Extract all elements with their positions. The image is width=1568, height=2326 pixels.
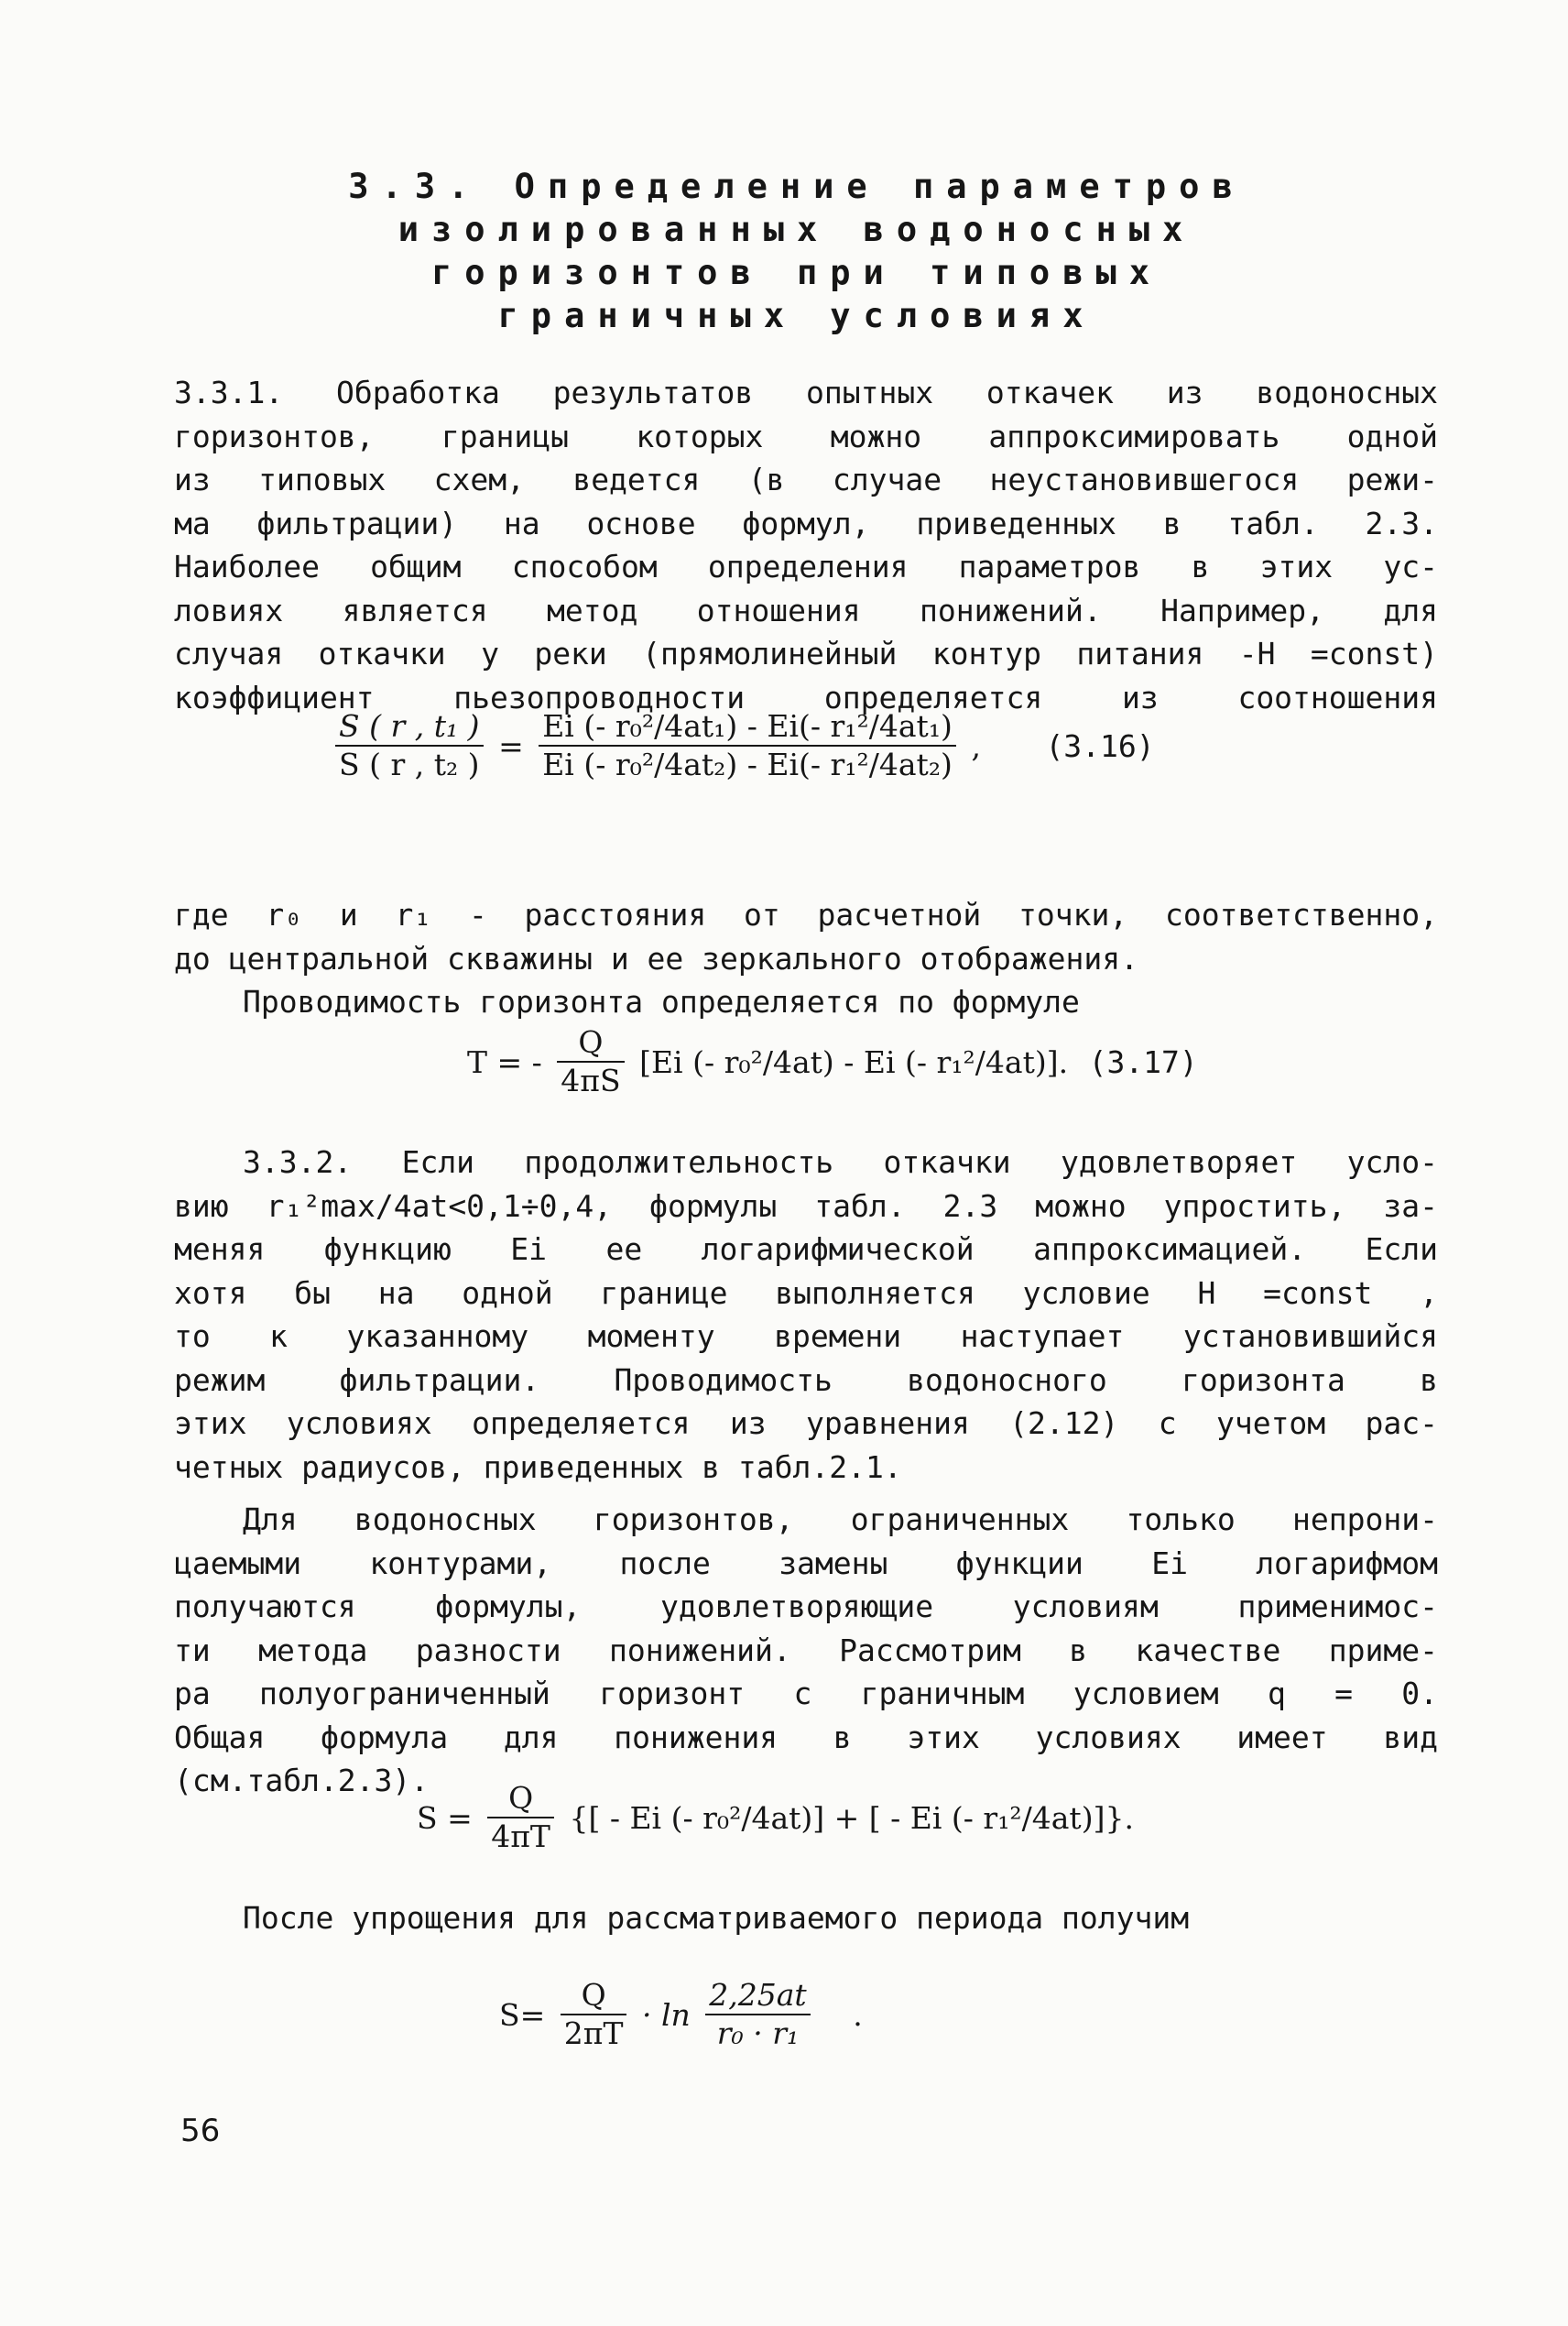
text-line: 3.3.2. Если продолжительность откачки удовлетворяет усло- <box>243 1144 1438 1180</box>
text-line: ти метода разности понижений. Рассмотрим в качестве приме- <box>174 1632 1438 1668</box>
eqs-lhs: S = <box>417 1799 473 1836</box>
eq316-lhs-denominator: S ( r , t₂ ) <box>339 747 480 783</box>
eq317-q-numerator: Q <box>557 1026 624 1063</box>
eqln-tail: . <box>853 1996 863 2033</box>
eqln-ln: · ln <box>641 1996 691 2033</box>
paragraph-331 <box>174 371 1438 719</box>
text-line: из типовых схем, ведется (в случае неустановившегося режи- <box>174 462 1438 497</box>
text-line: четных радиусов, приведенных в табл.2.1. <box>174 1448 902 1485</box>
text-line: коэффициент пьезопроводности определяется из соотношения <box>174 679 1438 715</box>
text-line: где r₀ и r₁ - расстояния от расчетной точки, соответственно, <box>174 897 1438 933</box>
text-line: до центральной скважины и ее зеркального отображения. <box>174 940 1138 977</box>
text-line: хотя бы на одной границе выполняется условие H =const , <box>174 1274 1438 1311</box>
equation-s-general <box>417 1782 1134 1854</box>
text-line: цаемыми контурами, после замены функции Ei логарифмом <box>174 1545 1438 1581</box>
eqln-lhs: S= <box>499 1996 546 2033</box>
eqln-q-numerator: Q <box>561 1979 627 2015</box>
eqln-log-denominator: r₀ · r₁ <box>716 2015 800 2052</box>
text-line: режим фильтрации. Проводимость водоносного горизонта в <box>174 1361 1438 1398</box>
text-line: После упрощения для рассматриваемого периода получим <box>243 1900 1190 1936</box>
text-line: этих условиях определяется из уравнения (2.12) с учетом рас- <box>174 1405 1438 1441</box>
heading-line: граничных условиях <box>497 296 1096 335</box>
eq317-lhs: T = - <box>467 1043 542 1080</box>
page-number: 56 <box>180 2113 221 2149</box>
text-line: ма фильтрации) на основе формул, приведенных в табл. 2.3. <box>174 505 1438 541</box>
eq316-rhs-denominator: Ei (- r₀²/4at₂) - Ei(- r₁²/4at₂) <box>542 747 953 783</box>
text-line: Общая формула для понижения в этих условиях имеет вид <box>174 1719 1438 1755</box>
text-line: (см.табл.2.3). <box>174 1763 430 1798</box>
eq316-lhs-numerator: S ( r , t₁ ) <box>335 710 484 747</box>
text-line: случая откачки у реки (прямолинейный контур питания -H =const) <box>174 636 1438 672</box>
eq316-rhs-fraction <box>539 710 956 782</box>
eqs-q-denominator: 4πT <box>491 1818 550 1855</box>
heading-line: 3.3. Определение параметров <box>348 167 1246 206</box>
eq316-number: (3.16) <box>1045 727 1155 764</box>
text-line: вию r₁²max/4at<0,1÷0,4, формулы табл. 2.3 можно упростить, за- <box>174 1187 1438 1224</box>
eq317-q-fraction <box>557 1026 624 1098</box>
text-line: Проводимость горизонта определяется по формуле <box>243 984 1080 1020</box>
paragraph-after-316 <box>174 893 1438 1024</box>
equation-3-16: $\frac{\text{S ( r , t₁ )}}{\text{S ( r , t₂ )}}$ = $\frac{\text{Ei (- r₀²/4at₁) - Ei(- r₁²/4at₁)}}{\text{Ei (- r₀²/4at₂) - Ei(- r₁²/4at₂)}}$ , (3.16) <box>330 710 1155 782</box>
eq317-number: (3.17) <box>1088 1043 1198 1080</box>
eq316-rhs-numerator: Ei (- r₀²/4at₁) - Ei(- r₁²/4at₁) <box>539 710 956 747</box>
text-line: 3.3.1. Обработка результатов опытных откачек из водоносных <box>174 375 1438 410</box>
eqln-q-denominator: 2πT <box>563 2015 624 2052</box>
text-line: горизонтов, границы которых можно аппроксимировать одной <box>174 418 1438 454</box>
eqs-q-numerator: Q <box>487 1782 554 1818</box>
eqs-body: {[ - Ei (- r₀²/4at)] + [ - Ei (- r₁²/4at)]}. <box>569 1799 1134 1836</box>
eqln-q-fraction <box>561 1979 627 2051</box>
heading-line: горизонтов при типовых <box>430 253 1163 292</box>
paragraph-332 <box>174 1141 1438 1489</box>
heading-line: изолированных водоносных <box>397 210 1196 249</box>
eq316-lhs-fraction <box>335 710 484 782</box>
eqln-log-numerator: 2,25at <box>705 1979 810 2015</box>
text-line: ра полуограниченный горизонт с граничным условием q = 0. <box>174 1676 1438 1711</box>
equation-3-17 <box>467 1026 1198 1098</box>
eq317-q-denominator: 4πS <box>561 1063 621 1099</box>
equation-s-ln <box>499 1979 863 2051</box>
paragraph-332b <box>174 1498 1438 1803</box>
text-line: Для водоносных горизонтов, ограниченных только непрони- <box>243 1502 1438 1537</box>
text-line: меняя функцию Ei ее логарифмической аппроксимацией. Если <box>174 1231 1438 1267</box>
eqs-q-fraction <box>487 1782 554 1854</box>
section-heading <box>275 165 1319 337</box>
paragraph-after-s <box>174 1896 1438 1940</box>
text-line: то к указанному моменту времени наступает установившийся <box>174 1318 1438 1354</box>
text-line: ловиях является метод отношения понижений. Например, для <box>174 592 1438 628</box>
text-line: получаются формулы, удовлетворяющие условиям применимос- <box>174 1589 1438 1624</box>
text-line: Наиболее общим способом определения параметров в этих ус- <box>174 549 1438 584</box>
eqln-log-fraction <box>705 1979 810 2051</box>
eq317-body: [Ei (- r₀²/4at) - Ei (- r₁²/4at)]. <box>639 1043 1069 1080</box>
